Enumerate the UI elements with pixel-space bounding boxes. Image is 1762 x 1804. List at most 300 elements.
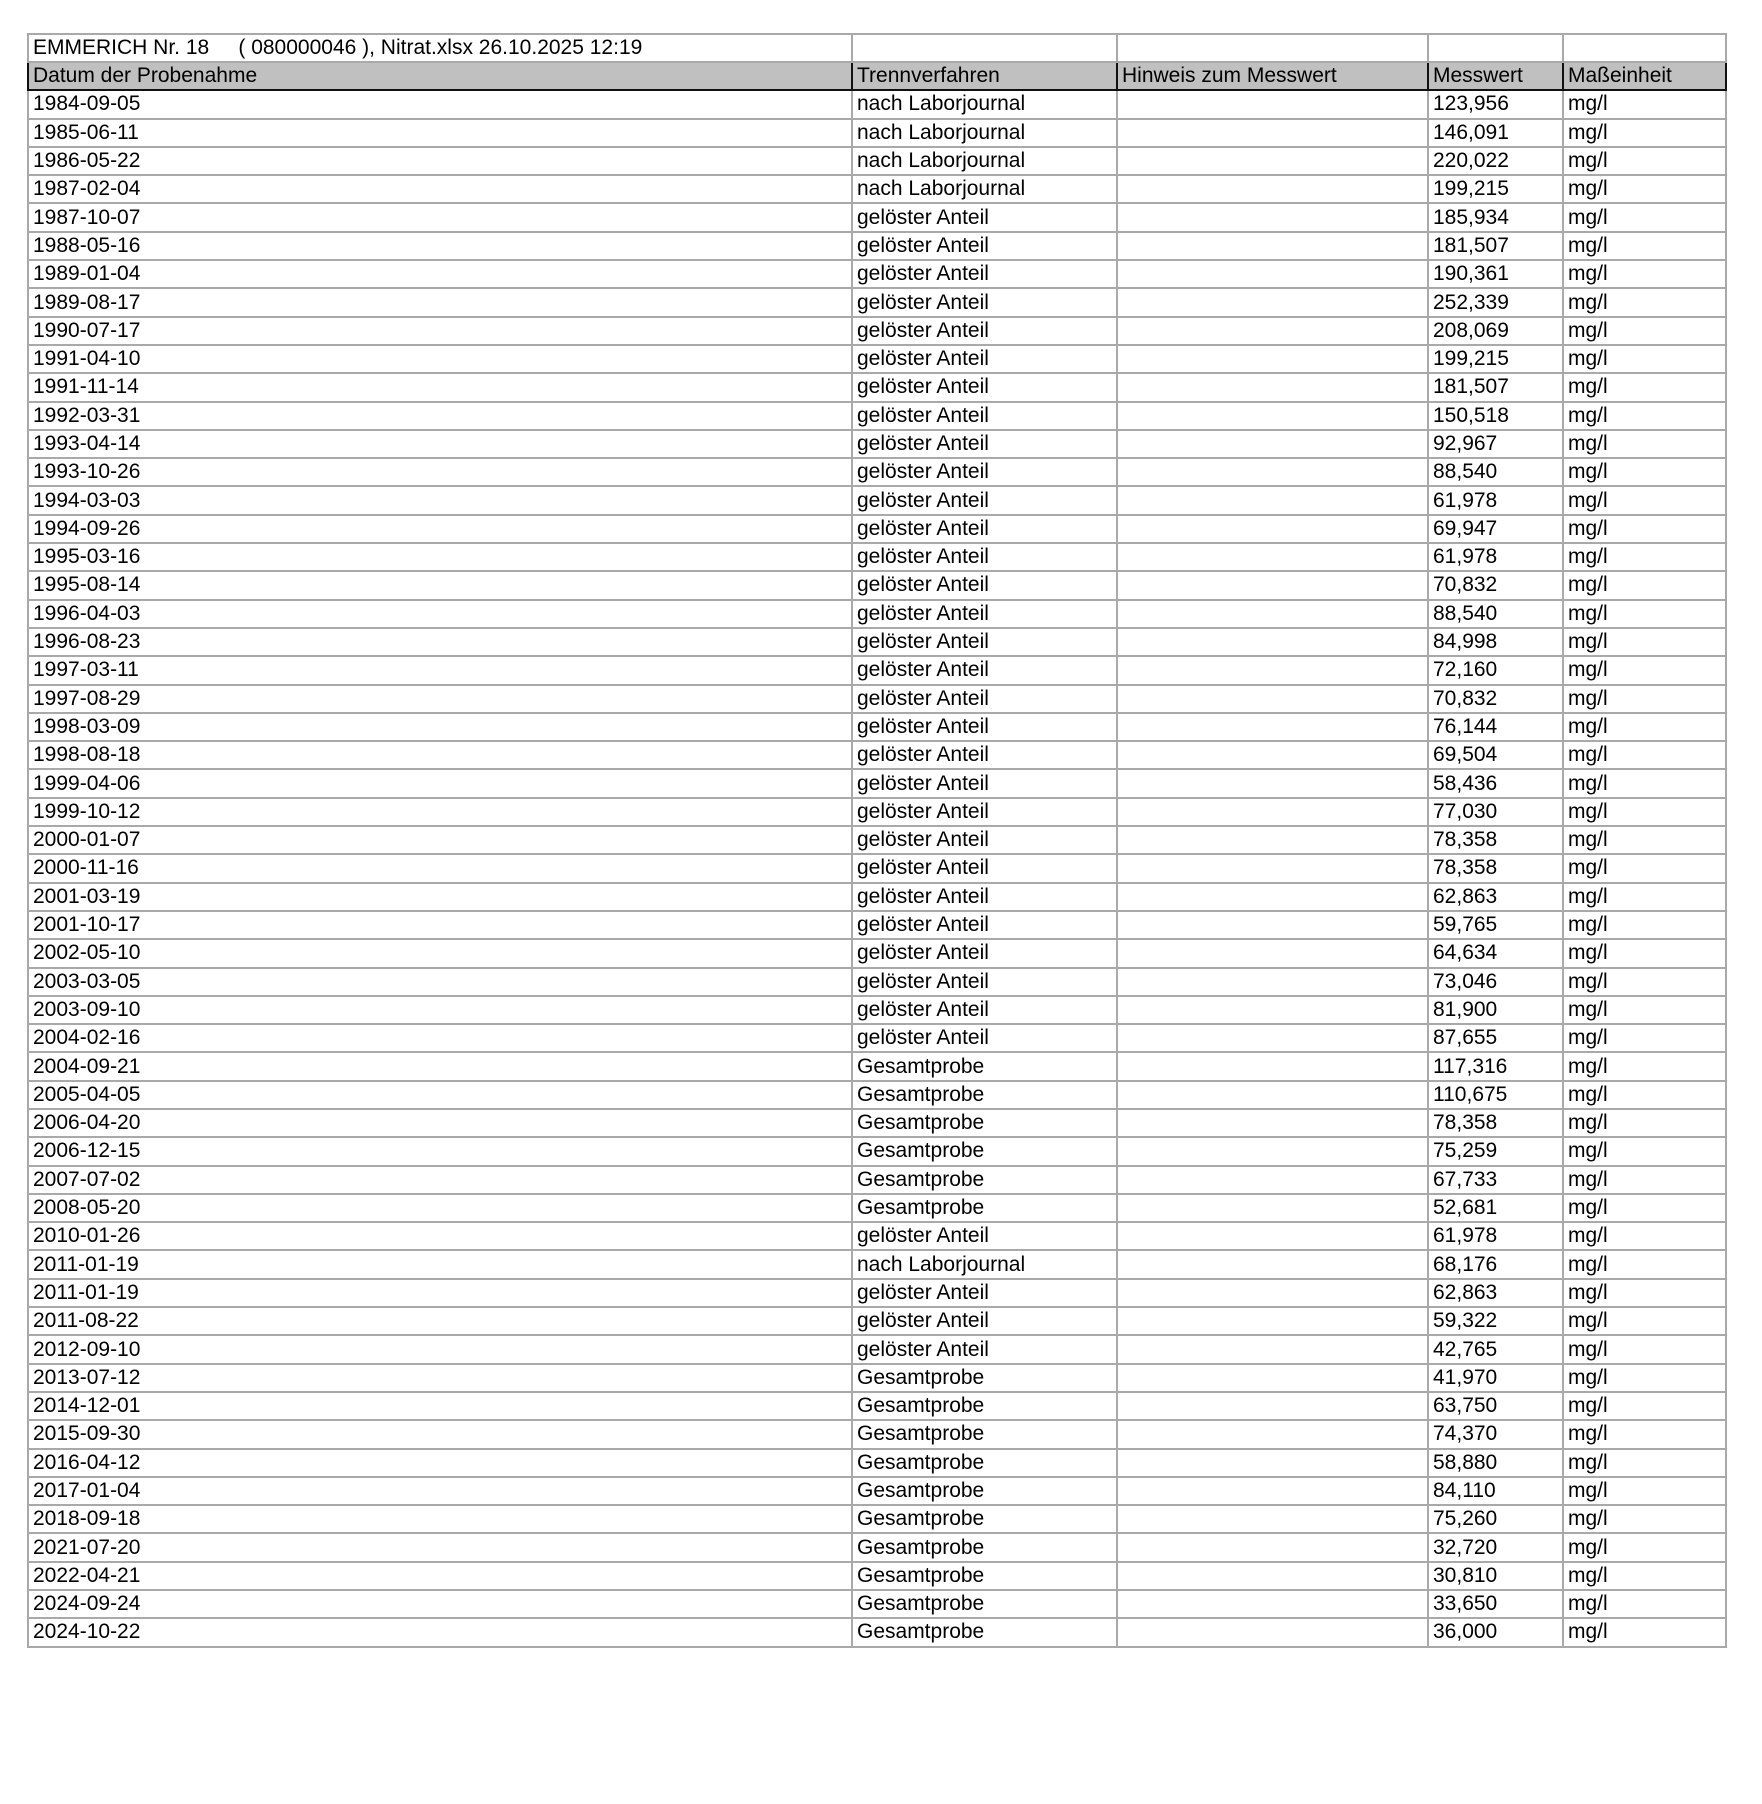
cell-note[interactable] [1117, 571, 1428, 599]
cell-unit[interactable]: mg/l [1563, 798, 1726, 826]
cell-value[interactable]: 75,259 [1428, 1137, 1563, 1165]
cell-date[interactable]: 1991-04-10 [28, 345, 852, 373]
cell-method[interactable]: gelöster Anteil [852, 203, 1117, 231]
cell-date[interactable]: 1992-03-31 [28, 402, 852, 430]
column-header-value[interactable]: Messwert [1428, 62, 1563, 90]
cell-unit[interactable]: mg/l [1563, 1194, 1726, 1222]
cell-method[interactable]: gelöster Anteil [852, 628, 1117, 656]
cell-unit[interactable]: mg/l [1563, 1307, 1726, 1335]
cell-method[interactable]: Gesamtprobe [852, 1166, 1117, 1194]
cell-date[interactable]: 2006-04-20 [28, 1109, 852, 1137]
cell-unit[interactable]: mg/l [1563, 1052, 1726, 1080]
cell-unit[interactable]: mg/l [1563, 741, 1726, 769]
cell-method[interactable]: Gesamtprobe [852, 1081, 1117, 1109]
cell-method[interactable]: gelöster Anteil [852, 543, 1117, 571]
cell-value[interactable]: 150,518 [1428, 402, 1563, 430]
cell-note[interactable] [1117, 1109, 1428, 1137]
cell-date[interactable]: 2008-05-20 [28, 1194, 852, 1222]
cell-date[interactable]: 2013-07-12 [28, 1364, 852, 1392]
cell-method[interactable]: gelöster Anteil [852, 911, 1117, 939]
cell-unit[interactable]: mg/l [1563, 119, 1726, 147]
cell-value[interactable]: 88,540 [1428, 600, 1563, 628]
cell-value[interactable]: 41,970 [1428, 1364, 1563, 1392]
cell-note[interactable] [1117, 486, 1428, 514]
cell-unit[interactable]: mg/l [1563, 854, 1726, 882]
cell-note[interactable] [1117, 147, 1428, 175]
title-cell-empty[interactable] [852, 34, 1117, 62]
cell-date[interactable]: 2002-05-10 [28, 939, 852, 967]
cell-date[interactable]: 1996-04-03 [28, 600, 852, 628]
cell-method[interactable]: nach Laborjournal [852, 119, 1117, 147]
cell-note[interactable] [1117, 1449, 1428, 1477]
cell-note[interactable] [1117, 1533, 1428, 1561]
cell-date[interactable]: 2003-03-05 [28, 968, 852, 996]
cell-value[interactable]: 78,358 [1428, 1109, 1563, 1137]
cell-value[interactable]: 199,215 [1428, 175, 1563, 203]
cell-unit[interactable]: mg/l [1563, 1392, 1726, 1420]
cell-method[interactable]: gelöster Anteil [852, 769, 1117, 797]
cell-method[interactable]: gelöster Anteil [852, 713, 1117, 741]
cell-unit[interactable]: mg/l [1563, 260, 1726, 288]
cell-note[interactable] [1117, 1307, 1428, 1335]
cell-unit[interactable]: mg/l [1563, 147, 1726, 175]
cell-date[interactable]: 1994-03-03 [28, 486, 852, 514]
table-row [28, 1052, 1726, 1080]
cell-unit[interactable]: mg/l [1563, 1279, 1726, 1307]
cell-unit[interactable]: mg/l [1563, 685, 1726, 713]
cell-value[interactable]: 67,733 [1428, 1166, 1563, 1194]
cell-method[interactable]: Gesamtprobe [852, 1392, 1117, 1420]
cell-note[interactable] [1117, 968, 1428, 996]
table-row [28, 203, 1726, 231]
cell-date[interactable]: 1991-11-14 [28, 373, 852, 401]
cell-unit[interactable]: mg/l [1563, 175, 1726, 203]
cell-value[interactable]: 62,863 [1428, 883, 1563, 911]
cell-value[interactable]: 78,358 [1428, 826, 1563, 854]
cell-note[interactable] [1117, 175, 1428, 203]
cell-value[interactable]: 33,650 [1428, 1590, 1563, 1618]
cell-note[interactable] [1117, 1137, 1428, 1165]
cell-unit[interactable]: mg/l [1563, 1250, 1726, 1278]
table-row [28, 713, 1726, 741]
cell-unit[interactable]: mg/l [1563, 628, 1726, 656]
cell-date[interactable]: 2004-09-21 [28, 1052, 852, 1080]
cell-date[interactable]: 1996-08-23 [28, 628, 852, 656]
cell-value[interactable]: 181,507 [1428, 373, 1563, 401]
cell-value[interactable]: 32,720 [1428, 1533, 1563, 1561]
table-row [28, 458, 1726, 486]
cell-date[interactable]: 2000-11-16 [28, 854, 852, 882]
cell-method[interactable]: gelöster Anteil [852, 345, 1117, 373]
cell-value[interactable]: 30,810 [1428, 1562, 1563, 1590]
cell-method[interactable]: Gesamtprobe [852, 1364, 1117, 1392]
column-header-note[interactable]: Hinweis zum Messwert [1117, 62, 1428, 90]
cell-unit[interactable]: mg/l [1563, 571, 1726, 599]
table-row [28, 1505, 1726, 1533]
cell-method[interactable]: gelöster Anteil [852, 486, 1117, 514]
cell-method[interactable]: gelöster Anteil [852, 1222, 1117, 1250]
cell-value[interactable]: 68,176 [1428, 1250, 1563, 1278]
cell-value[interactable]: 69,947 [1428, 515, 1563, 543]
cell-note[interactable] [1117, 685, 1428, 713]
cell-method[interactable]: gelöster Anteil [852, 317, 1117, 345]
cell-unit[interactable]: mg/l [1563, 90, 1726, 118]
cell-value[interactable]: 42,765 [1428, 1335, 1563, 1363]
cell-method[interactable]: nach Laborjournal [852, 147, 1117, 175]
cell-value[interactable]: 117,316 [1428, 1052, 1563, 1080]
cell-value[interactable]: 52,681 [1428, 1194, 1563, 1222]
cell-unit[interactable]: mg/l [1563, 883, 1726, 911]
cell-value[interactable]: 59,765 [1428, 911, 1563, 939]
cell-date[interactable]: 2018-09-18 [28, 1505, 852, 1533]
cell-method[interactable]: Gesamtprobe [852, 1137, 1117, 1165]
cell-date[interactable]: 2021-07-20 [28, 1533, 852, 1561]
cell-method[interactable]: Gesamtprobe [852, 1052, 1117, 1080]
cell-method[interactable]: Gesamtprobe [852, 1562, 1117, 1590]
cell-method[interactable]: Gesamtprobe [852, 1109, 1117, 1137]
cell-method[interactable]: gelöster Anteil [852, 996, 1117, 1024]
cell-unit[interactable]: mg/l [1563, 1533, 1726, 1561]
column-header-date[interactable]: Datum der Probenahme [28, 62, 852, 90]
cell-unit[interactable]: mg/l [1563, 1618, 1726, 1646]
cell-note[interactable] [1117, 656, 1428, 684]
cell-note[interactable] [1117, 1194, 1428, 1222]
cell-method[interactable]: gelöster Anteil [852, 515, 1117, 543]
cell-note[interactable] [1117, 1250, 1428, 1278]
cell-method[interactable]: gelöster Anteil [852, 656, 1117, 684]
cell-date[interactable]: 2003-09-10 [28, 996, 852, 1024]
cell-date[interactable]: 2011-01-19 [28, 1250, 852, 1278]
cell-value[interactable]: 87,655 [1428, 1024, 1563, 1052]
cell-value[interactable]: 88,540 [1428, 458, 1563, 486]
cell-note[interactable] [1117, 600, 1428, 628]
cell-unit[interactable]: mg/l [1563, 1222, 1726, 1250]
cell-date[interactable]: 2017-01-04 [28, 1477, 852, 1505]
cell-unit[interactable]: mg/l [1563, 996, 1726, 1024]
cell-value[interactable]: 63,750 [1428, 1392, 1563, 1420]
cell-date[interactable]: 2016-04-12 [28, 1449, 852, 1477]
cell-value[interactable]: 74,370 [1428, 1420, 1563, 1448]
cell-method[interactable]: gelöster Anteil [852, 685, 1117, 713]
cell-unit[interactable]: mg/l [1563, 288, 1726, 316]
cell-method[interactable]: gelöster Anteil [852, 939, 1117, 967]
cell-value[interactable]: 77,030 [1428, 798, 1563, 826]
cell-note[interactable] [1117, 515, 1428, 543]
cell-method[interactable]: Gesamtprobe [852, 1533, 1117, 1561]
cell-date[interactable]: 2014-12-01 [28, 1392, 852, 1420]
cell-method[interactable]: Gesamtprobe [852, 1194, 1117, 1222]
cell-unit[interactable]: mg/l [1563, 543, 1726, 571]
cell-unit[interactable]: mg/l [1563, 430, 1726, 458]
cell-note[interactable] [1117, 458, 1428, 486]
cell-unit[interactable]: mg/l [1563, 1364, 1726, 1392]
cell-method[interactable]: Gesamtprobe [852, 1449, 1117, 1477]
title-cell-empty[interactable] [1428, 34, 1563, 62]
cell-date[interactable]: 1994-09-26 [28, 515, 852, 543]
cell-value[interactable]: 92,967 [1428, 430, 1563, 458]
cell-note[interactable] [1117, 1505, 1428, 1533]
cell-value[interactable]: 69,504 [1428, 741, 1563, 769]
cell-method[interactable]: gelöster Anteil [852, 741, 1117, 769]
cell-unit[interactable]: mg/l [1563, 458, 1726, 486]
cell-note[interactable] [1117, 317, 1428, 345]
cell-value[interactable]: 185,934 [1428, 203, 1563, 231]
table-row [28, 911, 1726, 939]
cell-unit[interactable]: mg/l [1563, 1137, 1726, 1165]
cell-note[interactable] [1117, 741, 1428, 769]
cell-method[interactable]: gelöster Anteil [852, 968, 1117, 996]
cell-note[interactable] [1117, 543, 1428, 571]
table-row [28, 119, 1726, 147]
table-row [28, 430, 1726, 458]
cell-date[interactable]: 2001-10-17 [28, 911, 852, 939]
table-row [28, 826, 1726, 854]
cell-method[interactable]: gelöster Anteil [852, 854, 1117, 882]
cell-note[interactable] [1117, 883, 1428, 911]
cell-note[interactable] [1117, 826, 1428, 854]
cell-note[interactable] [1117, 939, 1428, 967]
cell-unit[interactable]: mg/l [1563, 826, 1726, 854]
cell-date[interactable]: 2024-09-24 [28, 1590, 852, 1618]
cell-note[interactable] [1117, 1562, 1428, 1590]
cell-value[interactable]: 76,144 [1428, 713, 1563, 741]
cell-date[interactable]: 1999-10-12 [28, 798, 852, 826]
cell-method[interactable]: gelöster Anteil [852, 430, 1117, 458]
table-row [28, 90, 1726, 118]
cell-note[interactable] [1117, 996, 1428, 1024]
cell-method[interactable]: gelöster Anteil [852, 1024, 1117, 1052]
cell-method[interactable]: gelöster Anteil [852, 260, 1117, 288]
cell-value[interactable]: 181,507 [1428, 232, 1563, 260]
cell-method[interactable]: gelöster Anteil [852, 373, 1117, 401]
cell-unit[interactable]: mg/l [1563, 515, 1726, 543]
cell-note[interactable] [1117, 1335, 1428, 1363]
cell-date[interactable]: 1997-03-11 [28, 656, 852, 684]
cell-value[interactable]: 123,956 [1428, 90, 1563, 118]
cell-unit[interactable]: mg/l [1563, 402, 1726, 430]
cell-date[interactable]: 2022-04-21 [28, 1562, 852, 1590]
cell-unit[interactable]: mg/l [1563, 939, 1726, 967]
cell-note[interactable] [1117, 90, 1428, 118]
cell-date[interactable]: 2000-01-07 [28, 826, 852, 854]
cell-date[interactable]: 1989-01-04 [28, 260, 852, 288]
cell-unit[interactable]: mg/l [1563, 1024, 1726, 1052]
cell-value[interactable]: 61,978 [1428, 543, 1563, 571]
cell-note[interactable] [1117, 713, 1428, 741]
cell-method[interactable]: gelöster Anteil [852, 883, 1117, 911]
cell-note[interactable] [1117, 430, 1428, 458]
cell-value[interactable]: 190,361 [1428, 260, 1563, 288]
cell-unit[interactable]: mg/l [1563, 968, 1726, 996]
cell-unit[interactable]: mg/l [1563, 1081, 1726, 1109]
cell-date[interactable]: 2010-01-26 [28, 1222, 852, 1250]
cell-date[interactable]: 1987-02-04 [28, 175, 852, 203]
cell-date[interactable]: 1998-08-18 [28, 741, 852, 769]
cell-method[interactable]: gelöster Anteil [852, 458, 1117, 486]
cell-date[interactable]: 2011-08-22 [28, 1307, 852, 1335]
cell-unit[interactable]: mg/l [1563, 769, 1726, 797]
cell-note[interactable] [1117, 1590, 1428, 1618]
cell-method[interactable]: gelöster Anteil [852, 1307, 1117, 1335]
cell-unit[interactable]: mg/l [1563, 373, 1726, 401]
cell-date[interactable]: 1986-05-22 [28, 147, 852, 175]
cell-note[interactable] [1117, 203, 1428, 231]
column-header-method[interactable]: Trennverfahren [852, 62, 1117, 90]
cell-note[interactable] [1117, 1420, 1428, 1448]
cell-value[interactable]: 59,322 [1428, 1307, 1563, 1335]
cell-value[interactable]: 61,978 [1428, 486, 1563, 514]
sheet-title[interactable]: EMMERICH Nr. 18 ( 080000046 ), Nitrat.xlsx 26.10.2025 12:19 [28, 34, 852, 62]
cell-note[interactable] [1117, 798, 1428, 826]
cell-date[interactable]: 2024-10-22 [28, 1618, 852, 1646]
cell-note[interactable] [1117, 1392, 1428, 1420]
cell-value[interactable]: 58,880 [1428, 1449, 1563, 1477]
cell-note[interactable] [1117, 402, 1428, 430]
cell-note[interactable] [1117, 1052, 1428, 1080]
cell-date[interactable]: 1993-10-26 [28, 458, 852, 486]
cell-value[interactable]: 220,022 [1428, 147, 1563, 175]
column-header-unit[interactable]: Maßeinheit [1563, 62, 1726, 90]
title-cell-empty[interactable] [1117, 34, 1428, 62]
cell-unit[interactable]: mg/l [1563, 1562, 1726, 1590]
cell-value[interactable]: 64,634 [1428, 939, 1563, 967]
cell-date[interactable]: 1995-03-16 [28, 543, 852, 571]
cell-note[interactable] [1117, 1477, 1428, 1505]
cell-note[interactable] [1117, 1279, 1428, 1307]
cell-unit[interactable]: mg/l [1563, 1109, 1726, 1137]
cell-value[interactable]: 84,998 [1428, 628, 1563, 656]
cell-date[interactable]: 1999-04-06 [28, 769, 852, 797]
cell-method[interactable]: nach Laborjournal [852, 90, 1117, 118]
cell-value[interactable]: 62,863 [1428, 1279, 1563, 1307]
cell-date[interactable]: 1988-05-16 [28, 232, 852, 260]
cell-note[interactable] [1117, 1166, 1428, 1194]
cell-note[interactable] [1117, 1024, 1428, 1052]
cell-unit[interactable]: mg/l [1563, 1449, 1726, 1477]
cell-date[interactable]: 1989-08-17 [28, 288, 852, 316]
cell-unit[interactable]: mg/l [1563, 317, 1726, 345]
cell-unit[interactable]: mg/l [1563, 203, 1726, 231]
cell-method[interactable]: Gesamtprobe [852, 1505, 1117, 1533]
cell-value[interactable]: 36,000 [1428, 1618, 1563, 1646]
title-cell-empty[interactable] [1563, 34, 1726, 62]
cell-note[interactable] [1117, 1222, 1428, 1250]
cell-value[interactable]: 110,675 [1428, 1081, 1563, 1109]
cell-method[interactable]: gelöster Anteil [852, 1335, 1117, 1363]
cell-value[interactable]: 81,900 [1428, 996, 1563, 1024]
cell-note[interactable] [1117, 260, 1428, 288]
cell-note[interactable] [1117, 288, 1428, 316]
table-row [28, 571, 1726, 599]
cell-value[interactable]: 208,069 [1428, 317, 1563, 345]
cell-value[interactable]: 252,339 [1428, 288, 1563, 316]
table-row [28, 1392, 1726, 1420]
cell-date[interactable]: 2006-12-15 [28, 1137, 852, 1165]
cell-unit[interactable]: mg/l [1563, 1505, 1726, 1533]
cell-unit[interactable]: mg/l [1563, 600, 1726, 628]
cell-method[interactable]: gelöster Anteil [852, 571, 1117, 599]
cell-note[interactable] [1117, 373, 1428, 401]
cell-date[interactable]: 2007-07-02 [28, 1166, 852, 1194]
cell-date[interactable]: 2001-03-19 [28, 883, 852, 911]
cell-unit[interactable]: mg/l [1563, 1590, 1726, 1618]
cell-value[interactable]: 70,832 [1428, 571, 1563, 599]
cell-date[interactable]: 1987-10-07 [28, 203, 852, 231]
cell-date[interactable]: 2005-04-05 [28, 1081, 852, 1109]
table-row [28, 656, 1726, 684]
cell-method[interactable]: Gesamtprobe [852, 1477, 1117, 1505]
cell-method[interactable]: Gesamtprobe [852, 1590, 1117, 1618]
cell-value[interactable]: 58,436 [1428, 769, 1563, 797]
cell-date[interactable]: 1985-06-11 [28, 119, 852, 147]
cell-method[interactable]: gelöster Anteil [852, 288, 1117, 316]
cell-unit[interactable]: mg/l [1563, 345, 1726, 373]
cell-date[interactable]: 1998-03-09 [28, 713, 852, 741]
cell-value[interactable]: 61,978 [1428, 1222, 1563, 1250]
cell-method[interactable]: gelöster Anteil [852, 1279, 1117, 1307]
cell-value[interactable]: 78,358 [1428, 854, 1563, 882]
cell-note[interactable] [1117, 1364, 1428, 1392]
cell-unit[interactable]: mg/l [1563, 713, 1726, 741]
cell-value[interactable]: 73,046 [1428, 968, 1563, 996]
cell-method[interactable]: Gesamtprobe [852, 1420, 1117, 1448]
cell-value[interactable]: 199,215 [1428, 345, 1563, 373]
cell-value[interactable]: 72,160 [1428, 656, 1563, 684]
cell-date[interactable]: 2012-09-10 [28, 1335, 852, 1363]
cell-note[interactable] [1117, 854, 1428, 882]
cell-note[interactable] [1117, 911, 1428, 939]
cell-note[interactable] [1117, 1081, 1428, 1109]
cell-method[interactable]: gelöster Anteil [852, 402, 1117, 430]
cell-method[interactable]: Gesamtprobe [852, 1618, 1117, 1646]
cell-unit[interactable]: mg/l [1563, 911, 1726, 939]
cell-method[interactable]: gelöster Anteil [852, 798, 1117, 826]
cell-unit[interactable]: mg/l [1563, 656, 1726, 684]
cell-note[interactable] [1117, 119, 1428, 147]
table-row [28, 1335, 1726, 1363]
cell-date[interactable]: 1984-09-05 [28, 90, 852, 118]
cell-date[interactable]: 2004-02-16 [28, 1024, 852, 1052]
cell-unit[interactable]: mg/l [1563, 1166, 1726, 1194]
cell-date[interactable]: 1997-08-29 [28, 685, 852, 713]
cell-value[interactable]: 75,260 [1428, 1505, 1563, 1533]
cell-date[interactable]: 1990-07-17 [28, 317, 852, 345]
cell-value[interactable]: 70,832 [1428, 685, 1563, 713]
cell-date[interactable]: 1995-08-14 [28, 571, 852, 599]
cell-note[interactable] [1117, 1618, 1428, 1646]
cell-note[interactable] [1117, 769, 1428, 797]
cell-value[interactable]: 146,091 [1428, 119, 1563, 147]
cell-unit[interactable]: mg/l [1563, 232, 1726, 260]
cell-date[interactable]: 2015-09-30 [28, 1420, 852, 1448]
cell-unit[interactable]: mg/l [1563, 1335, 1726, 1363]
cell-date[interactable]: 2011-01-19 [28, 1279, 852, 1307]
cell-unit[interactable]: mg/l [1563, 1420, 1726, 1448]
cell-method[interactable]: gelöster Anteil [852, 826, 1117, 854]
cell-date[interactable]: 1993-04-14 [28, 430, 852, 458]
cell-unit[interactable]: mg/l [1563, 1477, 1726, 1505]
cell-method[interactable]: nach Laborjournal [852, 175, 1117, 203]
cell-method[interactable]: nach Laborjournal [852, 1250, 1117, 1278]
cell-unit[interactable]: mg/l [1563, 486, 1726, 514]
table-row [28, 600, 1726, 628]
cell-note[interactable] [1117, 345, 1428, 373]
cell-value[interactable]: 84,110 [1428, 1477, 1563, 1505]
cell-note[interactable] [1117, 628, 1428, 656]
cell-note[interactable] [1117, 232, 1428, 260]
cell-method[interactable]: gelöster Anteil [852, 600, 1117, 628]
cell-method[interactable]: gelöster Anteil [852, 232, 1117, 260]
